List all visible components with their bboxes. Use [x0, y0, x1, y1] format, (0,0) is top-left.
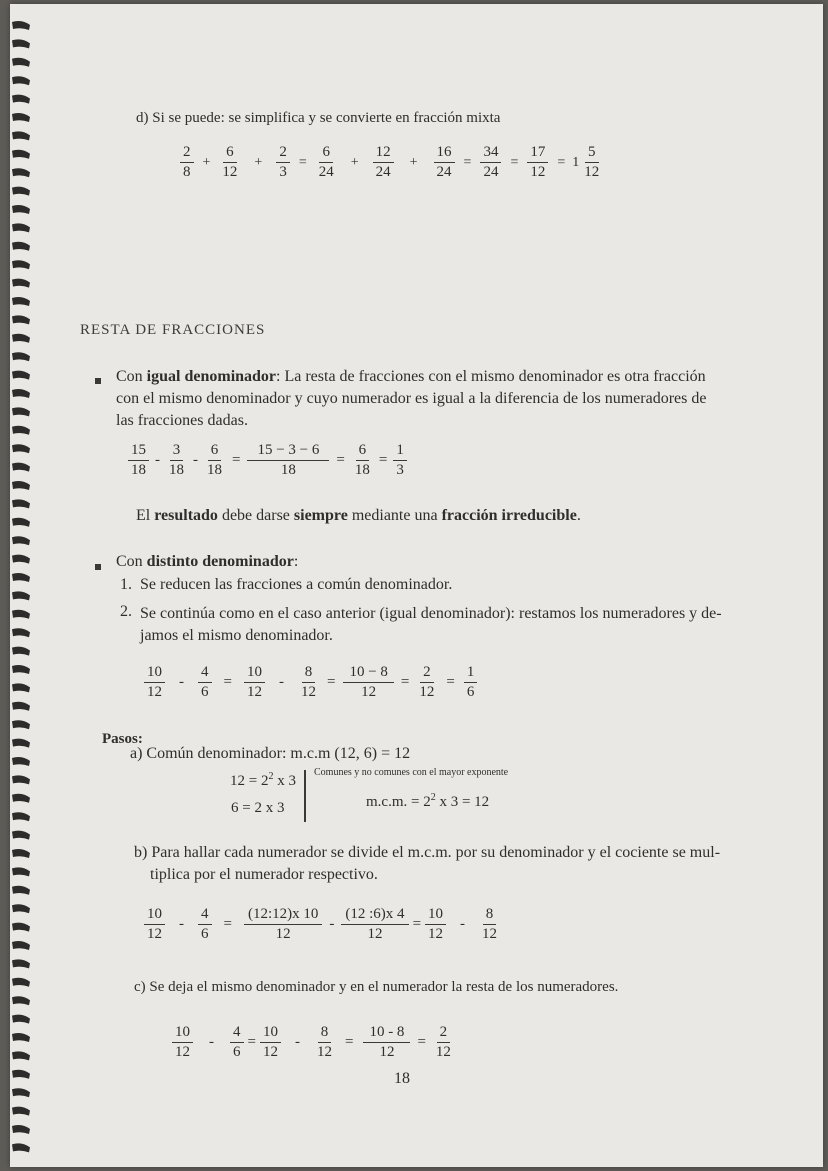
step-1-text: Se reducen las fracciones a común denominador. [140, 576, 453, 593]
spiral-coil [12, 205, 30, 214]
spiral-coil [12, 996, 30, 1005]
bullet [95, 378, 101, 384]
spiral-coil [12, 334, 30, 343]
step-d-text: d) Si se puede: se simplifica y se convierte en fracción mixta [136, 110, 501, 126]
page-number: 18 [394, 1070, 410, 1087]
pasos-a-text: a) Común denominador: m.c.m (12, 6) = 12 [130, 745, 411, 762]
spiral-coil [12, 1107, 30, 1116]
pasos-title: Pasos: [102, 731, 143, 747]
spiral-coil [12, 886, 30, 895]
step-2-text: Se continúa como en el caso anterior (igual denominador): restamos los numeradores y de- jamos el mismo denominador. [140, 605, 722, 644]
factor-divider [304, 770, 306, 822]
step-d-equation: $\frac{2}{8}$ + $\frac{6}{12}$ + $\frac{2}{3}$ = $\frac{6}{24}$ + $\frac{12}{24}$ + $\frac{16}{24}$ = $\frac{34}{24}$ = $\frac{17}{12}$ = 1 $\frac{5}{12}$ [178, 144, 604, 182]
spiral-coil [12, 1033, 30, 1042]
igual-paragraph: Con igual denominador: La resta de fracciones con el mismo denominador es otra fracción con el mismo denominador y cuyo numerador es igual a la diferencia de los numeradores de las fracciones dadas. [116, 368, 707, 429]
mcm-result: m.c.m. = $2^2$ x 3 = 12 [366, 792, 490, 810]
factor-6: 6 = 2 x 3 [231, 800, 285, 816]
step-2-num: 2. [120, 603, 132, 620]
spiral-coil [12, 1015, 30, 1024]
spiral-coil [12, 849, 30, 858]
spiral-coil [12, 426, 30, 435]
spiral-coil [12, 794, 30, 803]
spiral-coil [12, 610, 30, 619]
spiral-coil [12, 499, 30, 508]
spiral-coil [12, 113, 30, 122]
pasos-c-text: c) Se deja el mismo denominador y en el numerador la resta de los numeradores. [134, 979, 619, 995]
spiral-coil [12, 978, 30, 987]
spiral-coil [12, 628, 30, 637]
spiral-coil [12, 150, 30, 159]
spiral-coil [12, 923, 30, 932]
spiral-coil [12, 959, 30, 968]
spiral-coil [12, 739, 30, 748]
spiral-coil [12, 941, 30, 950]
pasos-b-equation: $\frac{10}{12}$ - $\frac{4}{6}$ = $\frac{(12:12)x 10}{12}$ - $\frac{(12 :6)x 4}{12}$ = $\frac{10}{12}$ - $\frac{8}{12}$ [142, 906, 502, 944]
spiral-coil [12, 407, 30, 416]
fraction: $\frac{2}{8}$ [180, 144, 194, 182]
spiral-coil [12, 867, 30, 876]
spiral-coil [12, 1143, 30, 1152]
spiral-coil [12, 463, 30, 472]
spiral-coil [12, 775, 30, 784]
spiral-coil [12, 39, 30, 48]
spiral-coil [12, 371, 30, 380]
spiral-coil [12, 573, 30, 582]
bullet [95, 564, 101, 570]
spiral-coil [12, 1088, 30, 1097]
spiral-coil [12, 131, 30, 140]
spiral-coil [12, 279, 30, 288]
spiral-coil [12, 444, 30, 453]
spiral-coil [12, 555, 30, 564]
igual-equation: $\frac{15}{18}$ - $\frac{3}{18}$ - $\frac{6}{18}$ = $\frac{15 - 3 - 6}{18}$ = $\frac{6}{18}$ = $\frac{1}{3}$ [126, 442, 409, 480]
pasos-b-text: b) Para hallar cada numerador se divide el m.c.m. por su denominador y el cociente se mul- tiplica por el numerador respectivo. [134, 844, 721, 883]
step-1-num: 1. [120, 576, 132, 593]
spiral-coil [12, 315, 30, 324]
spiral-coil [12, 591, 30, 600]
spiral-coil [12, 904, 30, 913]
mcm-note: Comunes y no comunes con el mayor exponente [314, 767, 509, 778]
spiral-coil [12, 665, 30, 674]
factor-12: $12 = 2^2$ x 3 [230, 771, 296, 789]
spiral-coil [12, 481, 30, 490]
spiral-coil [12, 187, 30, 196]
spiral-coil [12, 76, 30, 85]
spiral-coil [12, 242, 30, 251]
pasos-c-equation: $\frac{10}{12}$ - $\frac{4}{6}$ = $\frac{10}{12}$ - $\frac{8}{12}$ = $\frac{10 - 8}{12}$ = $\frac{2}{12}$ [170, 1024, 456, 1062]
spiral-coil [12, 1125, 30, 1134]
spiral-coil [12, 757, 30, 766]
spiral-coil [12, 536, 30, 545]
document-page [10, 4, 823, 1167]
spiral-coil [12, 702, 30, 711]
irreducible-note: El resultado debe darse siempre mediante una fracción irreducible. [136, 507, 581, 524]
spiral-coil [12, 95, 30, 104]
spiral-coil [12, 58, 30, 67]
spiral-coil [12, 812, 30, 821]
spiral-coil [12, 168, 30, 177]
spiral-coil [12, 389, 30, 398]
spiral-coil [12, 683, 30, 692]
spiral-coil [12, 223, 30, 232]
spiral-coil [12, 647, 30, 656]
spiral-binding [10, 14, 36, 1164]
spiral-coil [12, 1070, 30, 1079]
spiral-coil [12, 720, 30, 729]
spiral-coil [12, 1051, 30, 1060]
distinto-equation: $\frac{10}{12}$ - $\frac{4}{6}$ = $\frac{10}{12}$ - $\frac{8}{12}$ = $\frac{10 - 8}{12}$ = $\frac{2}{12}$ = $\frac{1}{6}$ [142, 664, 479, 702]
spiral-coil [12, 21, 30, 30]
spiral-coil [12, 260, 30, 269]
distinto-lead: Con distinto denominador: [116, 553, 299, 570]
spiral-coil [12, 352, 30, 361]
spiral-coil [12, 831, 30, 840]
section-heading: RESTA DE FRACCIONES [80, 322, 266, 338]
spiral-coil [12, 297, 30, 306]
spiral-coil [12, 518, 30, 527]
